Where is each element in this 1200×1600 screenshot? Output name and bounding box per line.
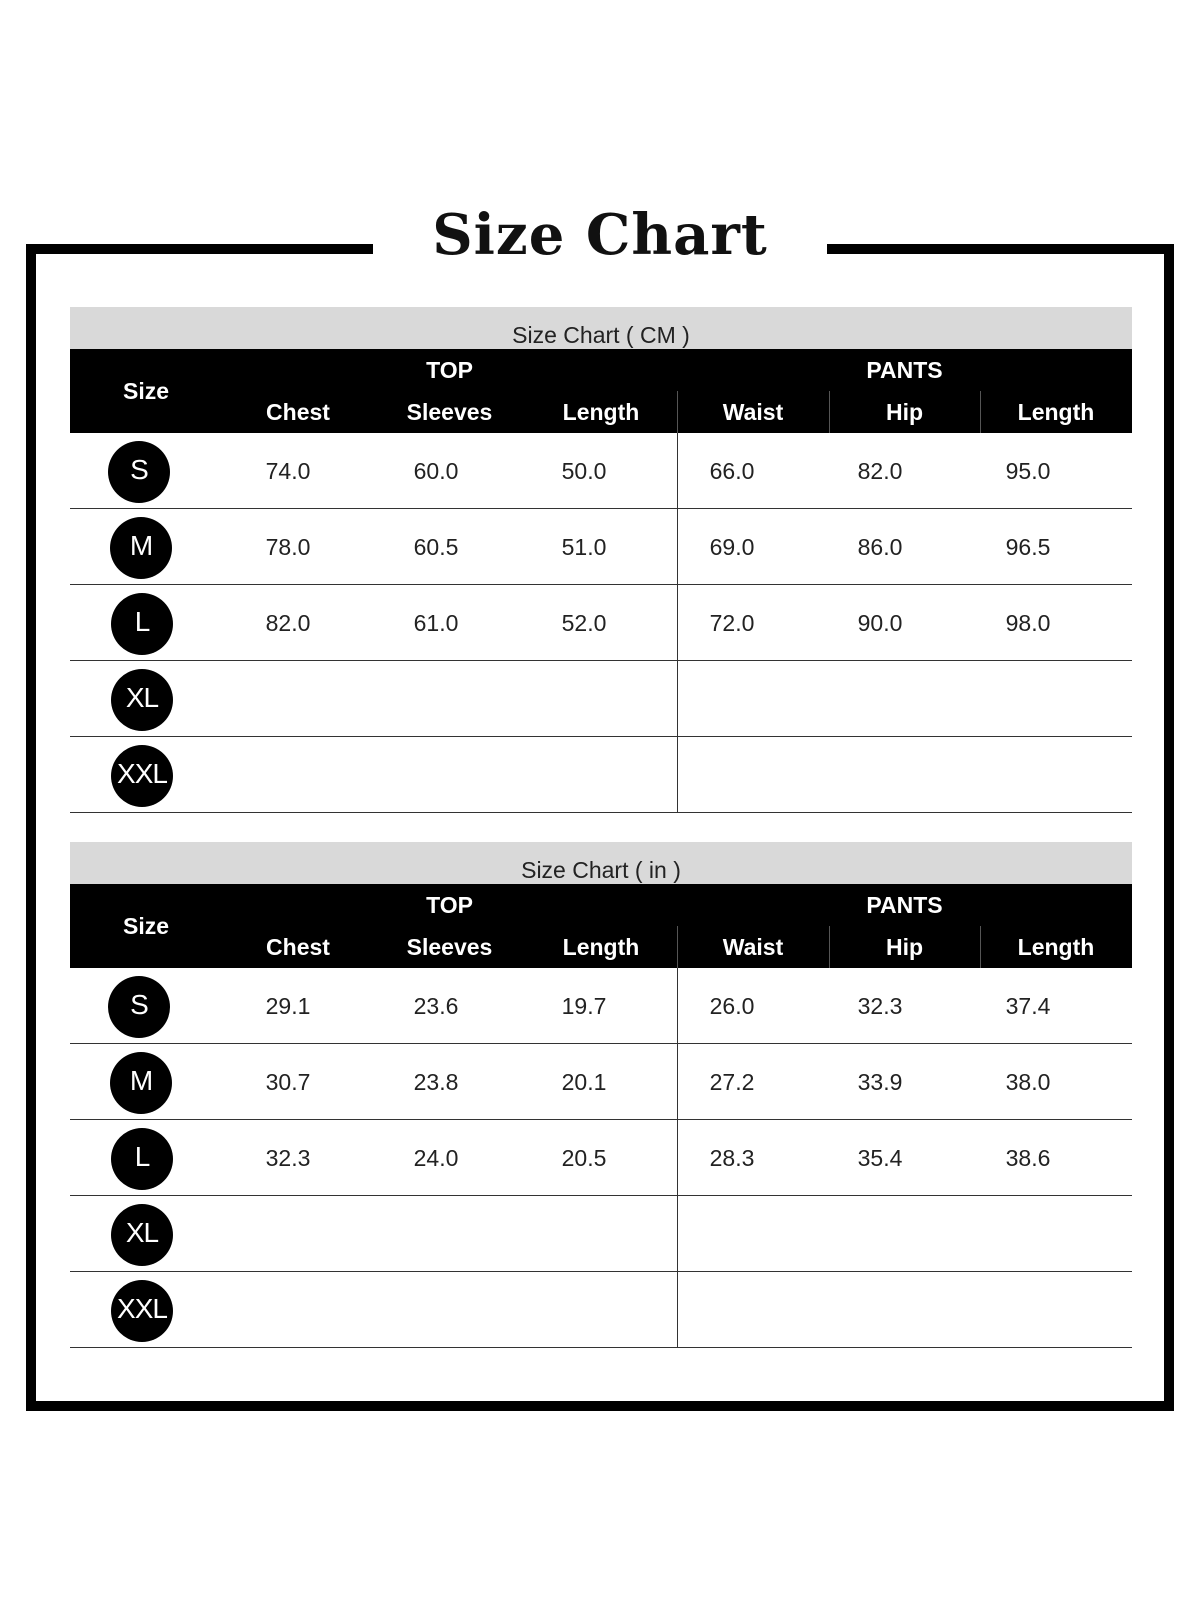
header-divider [677,391,678,433]
table-header [70,884,1132,968]
size-column-header: Size [122,913,170,939]
column-header-waist: Waist [722,934,784,960]
cell-chest [214,661,362,737]
cell-waist: 27.2 [709,1069,755,1095]
top-group-header: TOP [426,357,473,383]
cell-hip: 90.0 [857,610,903,636]
table-caption: Size Chart ( CM ) [70,307,1132,349]
table-row [70,1272,1132,1348]
cell-length [510,661,658,737]
cell-chest: 32.3 [265,1145,311,1171]
cell-waist: 66.0 [709,458,755,484]
cell-sleeves: 23.8 [413,1069,459,1095]
cell-length: 38.0 [1005,1069,1051,1095]
column-header-sleeves: Sleeves [406,934,493,960]
column-header-waist: Waist [722,399,784,425]
cell-length: 19.7 [561,993,607,1019]
size-chart-cm [70,307,1132,813]
cell-length: 95.0 [1005,458,1051,484]
cell-sleeves: 24.0 [413,1145,459,1171]
frame-top-right-line [827,244,1174,254]
cell-sleeves [362,1196,510,1272]
cell-length: 50.0 [561,458,607,484]
table-row [70,1044,1132,1120]
pants-group-header: PANTS [866,892,943,918]
cell-waist [658,1196,806,1272]
top-group-header: TOP [426,892,473,918]
cell-hip [806,1196,954,1272]
cell-waist [658,1272,806,1348]
column-header-sleeves: Sleeves [406,399,493,425]
table-row [70,1120,1132,1196]
cell-length: 51.0 [561,534,607,560]
cell-hip: 33.9 [857,1069,903,1095]
cell-sleeves: 60.0 [413,458,459,484]
cell-chest: 74.0 [265,458,311,484]
cell-chest: 82.0 [265,610,311,636]
table-row [70,433,1132,509]
pants-group-header: PANTS [866,357,943,383]
size-chart-inches [70,842,1132,1348]
table-row [70,509,1132,585]
cell-chest [214,1196,362,1272]
cell-waist: 28.3 [709,1145,755,1171]
cell-sleeves [362,737,510,813]
cell-waist [658,737,806,813]
cell-length: 98.0 [1005,610,1051,636]
cell-hip: 82.0 [857,458,903,484]
cell-length: 38.6 [1005,1145,1051,1171]
cell-sleeves: 61.0 [413,610,459,636]
column-header-length: Length [562,934,640,960]
column-header-length: Length [562,399,640,425]
table-row [70,968,1132,1044]
frame-top-left-line [26,244,373,254]
header-divider [829,391,830,433]
size-badge: XXL [111,1280,173,1342]
header-divider [677,926,678,968]
cell-hip [806,1272,954,1348]
column-header-hip: Hip [885,399,924,425]
size-badge: XXL [111,745,173,807]
table-caption: Size Chart ( in ) [70,842,1132,884]
size-badge: S [108,441,170,503]
cell-waist: 26.0 [709,993,755,1019]
cell-chest [214,1272,362,1348]
cell-sleeves [362,1272,510,1348]
cell-length [954,737,1102,813]
table-row [70,661,1132,737]
column-header-chest: Chest [266,399,330,425]
cell-sleeves: 60.5 [413,534,459,560]
cell-length [510,1196,658,1272]
cell-length [954,661,1102,737]
cell-waist [658,661,806,737]
column-header-length: Length [1017,934,1095,960]
cell-hip: 35.4 [857,1145,903,1171]
size-badge: XL [111,1204,173,1266]
cell-chest: 78.0 [265,534,311,560]
cell-length [954,1272,1102,1348]
cell-length: 96.5 [1005,534,1051,560]
cell-chest [214,737,362,813]
page-title: Size Chart [432,202,768,268]
size-badge: M [110,1052,172,1114]
cell-length: 20.5 [561,1145,607,1171]
table-header [70,349,1132,433]
cell-hip [806,661,954,737]
cell-hip: 32.3 [857,993,903,1019]
cell-sleeves: 23.6 [413,993,459,1019]
table-row [70,585,1132,661]
column-header-length: Length [1017,399,1095,425]
table-row [70,1196,1132,1272]
cell-length: 37.4 [1005,993,1051,1019]
cell-length [954,1196,1102,1272]
cell-sleeves [362,661,510,737]
column-header-chest: Chest [266,934,330,960]
size-badge: S [108,976,170,1038]
header-divider [829,926,830,968]
size-badge: L [111,1128,173,1190]
header-divider [980,926,981,968]
cell-length: 20.1 [561,1069,607,1095]
size-column-header: Size [122,378,170,404]
cell-hip: 86.0 [857,534,903,560]
cell-chest: 29.1 [265,993,311,1019]
cell-waist: 69.0 [709,534,755,560]
cell-length [510,737,658,813]
cell-chest: 30.7 [265,1069,311,1095]
column-header-hip: Hip [885,934,924,960]
size-badge: XL [111,669,173,731]
table-row [70,737,1132,813]
size-badge: L [111,593,173,655]
header-divider [980,391,981,433]
cell-length: 52.0 [561,610,607,636]
cell-length [510,1272,658,1348]
cell-hip [806,737,954,813]
cell-waist: 72.0 [709,610,755,636]
size-badge: M [110,517,172,579]
